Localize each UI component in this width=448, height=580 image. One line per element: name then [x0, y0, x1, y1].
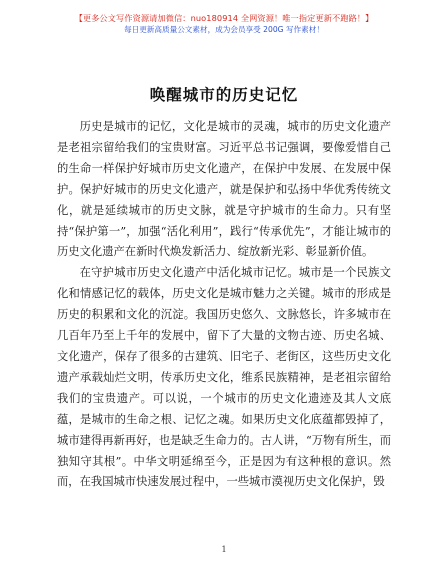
paragraph-1: 历史是城市的记忆，文化是城市的灵魂，城市的历史文化遗产是老祖宗留给我们的宝贵财富。习近平总书记强调，要像爱惜自己的生命一样保护好城市历史文化遗产，在保护中发展、在发展中保护。保护好城市的历史文化遗产，就是保护和弘扬中华优秀传统文化，就是延续城市的历史文脉，就是守护城市的生命力。只有坚持“保护第一”，加强“活化利用”，践行“传承优先”，才能让城市的历史文化遗产在新时代焕发新活力、绽放新光彩、彰显新价值。 [57, 120, 391, 259]
promo-banner [0, 12, 448, 36]
document-body [57, 117, 391, 493]
promo-banner-line-1: 【更多公文写作资源请加微信：nuo180914 全网资源！唯一指定更新不跑路！】 [74, 13, 374, 23]
promo-banner-line-2: 每日更新高质量公文素材，成为会员享受 200G 写作素材！ [124, 25, 324, 34]
paragraph-2: 在守护城市历史文化遗产中活化城市记忆。城市是一个民族文化和情感记忆的载体，历史文化是城市魅力之关键。城市的形成是历史的积累和文化的沉淀。我国历史悠久、文脉悠长，许多城市在几百年乃至上千年的发展中，留下了大量的文物古迹、历史名城、文化遗产，保存了很多的古建筑、旧宅子、老街区，这些历史文化遗产承载灿烂文明，传承历史文化，维系民族精神，是老祖宗留给我们的宝贵遗产。可以说，一个城市的历史文化遗迹及其人文底蕴，是城市的生命之根、记忆之魂。如果历史文化底蕴都毁掉了，城市建得再新再好，也是缺乏生命力的。古人讲，“万物有所生，而独知守其根”。中华文明延绵至今，正是因为有这种根的意识。然而，在我国城市快速发展过程中，一些城市漠视历史文化保护，毁 [57, 266, 391, 489]
page-number: 1 [221, 545, 227, 554]
document-title: 唤醒城市的历史记忆 [149, 86, 299, 104]
